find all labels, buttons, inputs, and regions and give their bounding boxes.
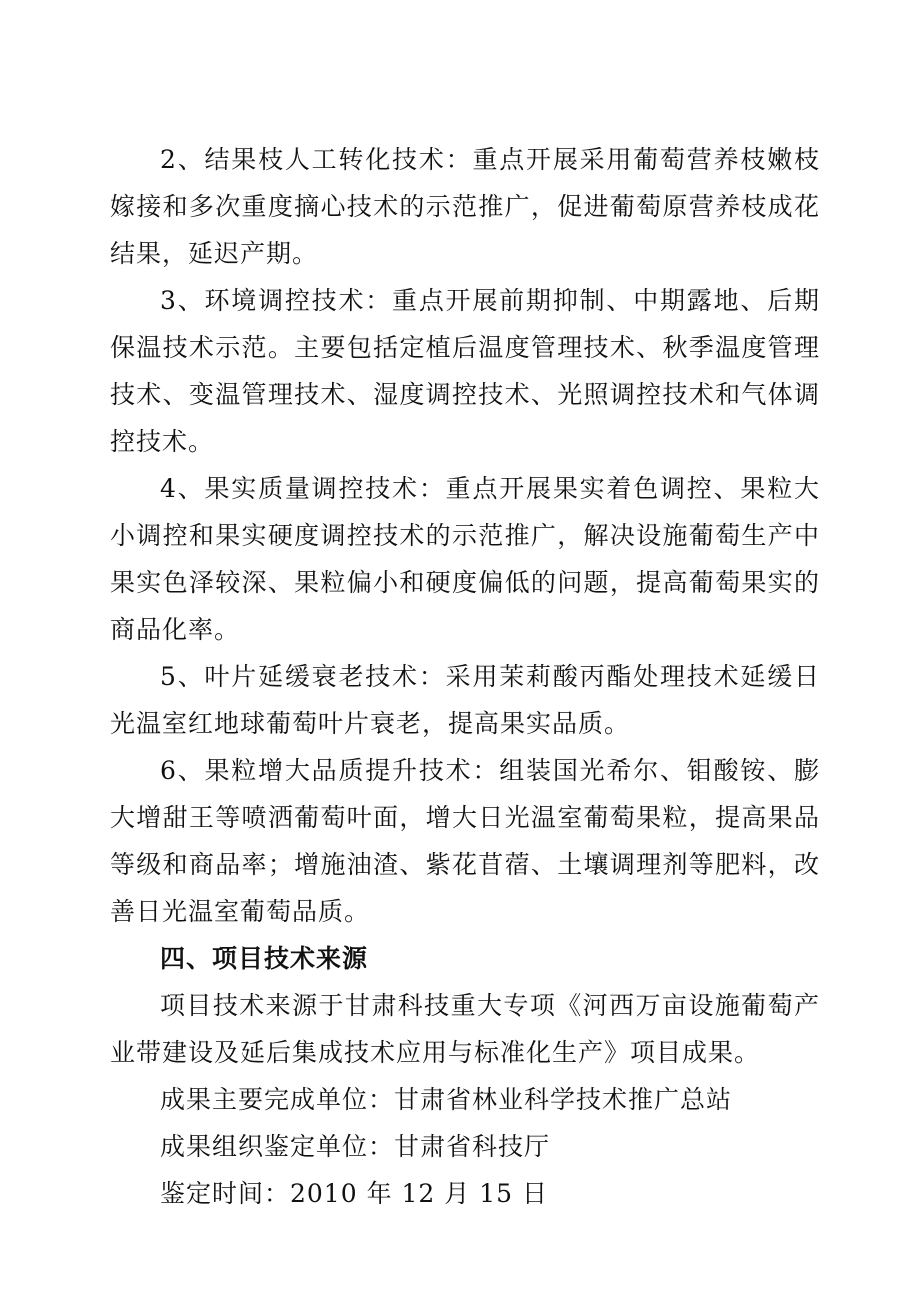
section-heading-technology-source: 四、项目技术来源 [160, 944, 369, 973]
paragraph-environment-control: 3、环境调控技术：重点开展前期抑制、中期露地、后期保温技术示范。主要包括定植后温度管理技术、秋季温度管理技术、变温管理技术、湿度调控技术、光照调控技术和气体调控技术。 [110, 286, 820, 456]
paragraph-leaf-senescence-delay: 5、叶片延缓衰老技术：采用茉莉酸丙酯处理技术延缓日光温室红地球葡萄叶片衰老，提高果实品质。 [110, 662, 820, 738]
paragraph-fruiting-branch-conversion: 2、结果枝人工转化技术：重点开展采用葡萄营养枝嫩枝嫁接和多次重度摘心技术的示范推广，促进葡萄原营养枝成花结果，延迟产期。 [110, 145, 820, 268]
appraisal-organizer-line: 成果组织鉴定单位：甘肃省科技厅 [160, 1132, 551, 1161]
paragraph-berry-enlargement: 6、果粒增大品质提升技术：组装国光希尔、钼酸铵、膨大增甜王等喷洒葡萄叶面，增大日光温室葡萄果粒，提高果品等级和商品率；增施油渣、紫花苜蓿、土壤调理剂等肥料，改善日光温室葡萄品质。 [110, 756, 820, 926]
appraisal-date-line: 鉴定时间：2010 年 12 月 15 日 [160, 1179, 548, 1208]
document-body [110, 136, 820, 1217]
paragraph-fruit-quality-control: 4、果实质量调控技术：重点开展果实着色调控、果粒大小调控和果实硬度调控技术的示范推广，解决设施葡萄生产中果实色泽较深、果粒偏小和硬度偏低的问题，提高葡萄果实的商品化率。 [110, 474, 820, 644]
paragraph-technology-source: 项目技术来源于甘肃科技重大专项《河西万亩设施葡萄产业带建设及延后集成技术应用与标准化生产》项目成果。 [110, 991, 820, 1067]
completing-unit-line: 成果主要完成单位：甘肃省林业科学技术推广总站 [160, 1085, 733, 1114]
